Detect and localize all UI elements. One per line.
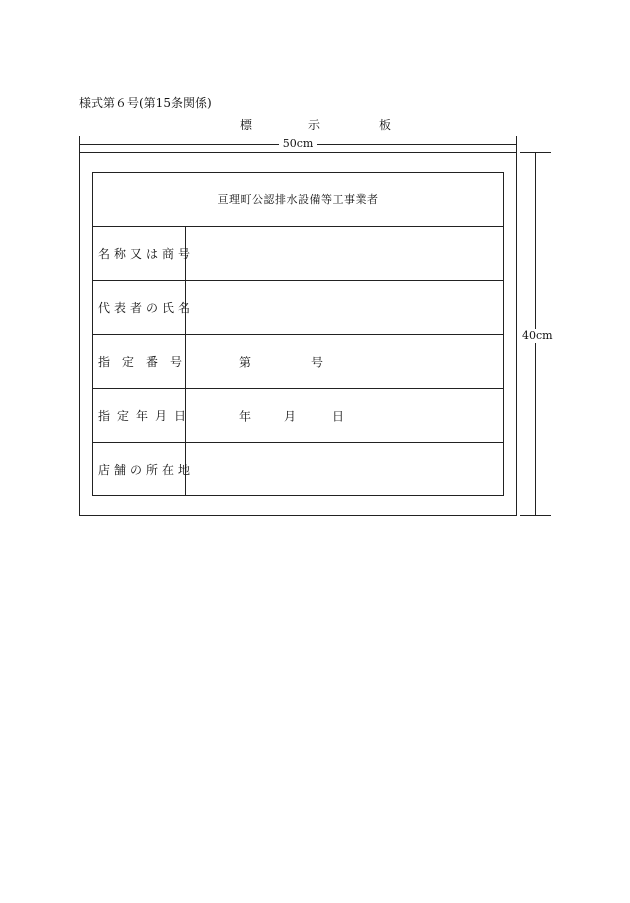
height-dimension-tick-top <box>520 152 551 153</box>
row-value-store-address <box>186 443 503 495</box>
designation-suffix: 号 <box>311 355 324 369</box>
row-value-designation-date <box>186 389 503 442</box>
row-label-business-name: 名称又は商号 <box>93 227 186 280</box>
designation-prefix: 第 <box>239 355 252 369</box>
row-label-representative: 代表者の氏名 <box>93 281 186 334</box>
row-business-name <box>93 227 503 281</box>
row-representative <box>93 281 503 335</box>
height-dimension-tick-bottom <box>520 515 551 516</box>
sign-table <box>92 172 504 496</box>
row-designation-number <box>93 335 503 389</box>
width-dimension-tick-right <box>516 136 517 152</box>
title-char-2: 示 <box>308 118 321 132</box>
date-year-marker: 年 <box>239 409 252 423</box>
height-dimension-label: 40cm <box>522 329 553 342</box>
row-label-designation-number: 指定番号 <box>93 335 186 388</box>
row-label-designation-date: 指定年月日 <box>93 389 186 442</box>
row-value-business-name <box>186 227 503 280</box>
form-reference: 様式第６号(第15条関係) <box>79 96 212 110</box>
row-value-representative <box>186 281 503 334</box>
width-dimension-tick-left <box>79 136 80 152</box>
width-dimension-label: 50cm <box>279 137 317 151</box>
date-day-marker: 日 <box>332 409 345 423</box>
sign-heading: 亘理町公認排水設備等工事業者 <box>93 173 503 227</box>
title-char-1: 標 <box>240 118 253 132</box>
row-designation-date <box>93 389 503 443</box>
board-title <box>0 117 630 133</box>
row-store-address <box>93 443 503 495</box>
date-month-marker: 月 <box>284 409 297 423</box>
row-value-designation-number <box>186 335 503 388</box>
title-char-3: 板 <box>379 118 392 132</box>
row-label-store-address: 店舗の所在地 <box>93 443 186 495</box>
